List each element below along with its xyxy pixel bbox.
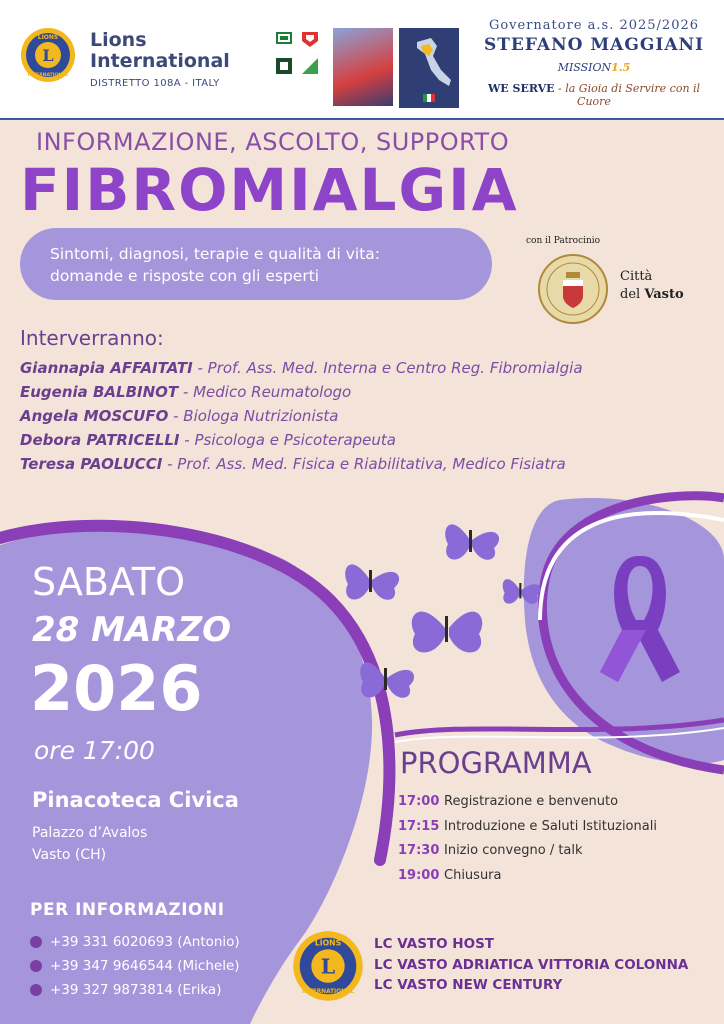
speaker-name: Giannapia AFFAITATI (20, 359, 193, 377)
venue-line-1: Palazzo d’Avalos (32, 825, 148, 841)
logo-bottom-text: INTERNATIONAL (301, 989, 355, 995)
speaker-role: - Biologa Nutrizionista (168, 407, 339, 425)
city-crest-icon (538, 254, 608, 324)
logo-letter: L (42, 46, 54, 65)
club-list (374, 934, 688, 996)
program-item (398, 839, 657, 864)
event-day-month: 28 MARZO (32, 610, 232, 650)
speakers-title: Interverranno: (20, 326, 164, 350)
event-time: ore 17:00 (34, 736, 155, 765)
phone-icon (30, 960, 42, 972)
speaker-name: Debora PATRICELLI (20, 431, 180, 449)
logo-top-text: LIONS (37, 34, 59, 41)
phone-number: +39 331 6020693 (Antonio) (50, 934, 240, 950)
butterfly-icon (345, 564, 399, 599)
butterfly-icon (445, 524, 499, 559)
city-name (620, 268, 684, 304)
speaker-item (20, 404, 720, 428)
phone-item (30, 954, 240, 978)
logo-top-text: LIONS (314, 938, 342, 948)
tagline (50, 243, 490, 287)
phone-icon (30, 936, 42, 948)
speaker-item (20, 380, 720, 404)
brand-name-2: International (90, 50, 230, 72)
speaker-role: - Prof. Ass. Med. Interna e Centro Reg. Fibromialgia (192, 359, 583, 377)
event-day: SABATO (32, 560, 186, 604)
event-subtitle: INFORMAZIONE, ASCOLTO, SUPPORTO (36, 128, 510, 156)
venue-address (32, 822, 147, 866)
program-time: 17:00 (398, 794, 440, 809)
speaker-name: Angela MOSCUFO (20, 407, 169, 425)
program-label: Registrazione e benvenuto (444, 794, 619, 809)
mission-num: 1.5 (611, 61, 631, 74)
governor-label: Governatore a.s. 2025/2026 (488, 18, 700, 33)
club-name: LC VASTO NEW CENTURY (374, 977, 563, 993)
city-line-1: Città (620, 269, 653, 284)
logo-bottom-text: INTERNATIONAL (27, 73, 69, 78)
tagline-line-2: domande e risposte con gli esperti (50, 267, 320, 285)
speaker-role: - Psicologa e Psicoterapeuta (179, 431, 396, 449)
speaker-item (20, 356, 720, 380)
speaker-name: Eugenia BALBINOT (20, 383, 179, 401)
phone-number: +39 347 9646544 (Michele) (50, 958, 240, 974)
event-title: FIBROMIALGIA (20, 156, 519, 224)
lions-logo-icon (292, 930, 364, 1002)
speaker-item (20, 452, 720, 476)
phone-item (30, 978, 240, 1002)
butterfly-icon (412, 612, 482, 653)
phone-item (30, 930, 240, 954)
we-serve: WE SERVE (487, 82, 555, 95)
venue-name: Pinacoteca Civica (32, 788, 239, 812)
program-title: PROGRAMMA (400, 746, 592, 780)
we-serve-tagline: - la Gioia di Servire con il Cuore (558, 82, 701, 108)
club-name: LC VASTO HOST (374, 936, 495, 952)
speaker-role: - Prof. Ass. Med. Fisica e Riabilitativa, Medico Fisiatra (162, 455, 566, 473)
venue-line-2: Vasto (CH) (32, 847, 107, 863)
program-time: 19:00 (398, 867, 440, 883)
city-del: del (620, 287, 641, 302)
butterfly-icon (360, 662, 414, 697)
butterflies (345, 524, 540, 697)
program-label: Chiusura (444, 867, 502, 883)
speaker-item (20, 428, 720, 452)
info-title: PER INFORMAZIONI (30, 900, 225, 920)
speakers-list (20, 356, 720, 476)
program-time: 17:30 (398, 843, 440, 858)
city-line-2 (620, 286, 684, 304)
program-time: 17:15 (398, 818, 440, 834)
program-item (398, 864, 657, 889)
program-label: Introduzione e Saluti Istituzionali (444, 818, 657, 834)
club-name: LC VASTO ADRIATICA VITTORIA COLONNA (374, 956, 689, 973)
event-year: 2026 (30, 652, 203, 725)
program-list (398, 790, 657, 888)
phone-icon (30, 984, 42, 996)
speaker-name: Teresa PAOLUCCI (20, 455, 163, 473)
brand-name-1: Lions (90, 29, 147, 51)
program-label: Inizio convegno / talk (444, 843, 583, 858)
governor-name: STEFANO MAGGIANI (483, 35, 705, 55)
city-vasto: Vasto (644, 287, 684, 302)
tagline-line-1: Sintomi, diagnosi, terapie e qualità di vita: (50, 245, 380, 263)
program-item (398, 790, 657, 815)
program-item (398, 815, 657, 840)
mission-text: MISSION (557, 61, 612, 74)
district: DISTRETTO 108A - ITALY (90, 78, 220, 89)
speaker-role: - Medico Reumatologo (178, 383, 352, 401)
phone-list (30, 930, 240, 1002)
logo-letter: L (320, 954, 336, 979)
patronage-label: con il Patrocinio (526, 236, 601, 246)
phone-number: +39 327 9873814 (Erika) (50, 982, 222, 998)
